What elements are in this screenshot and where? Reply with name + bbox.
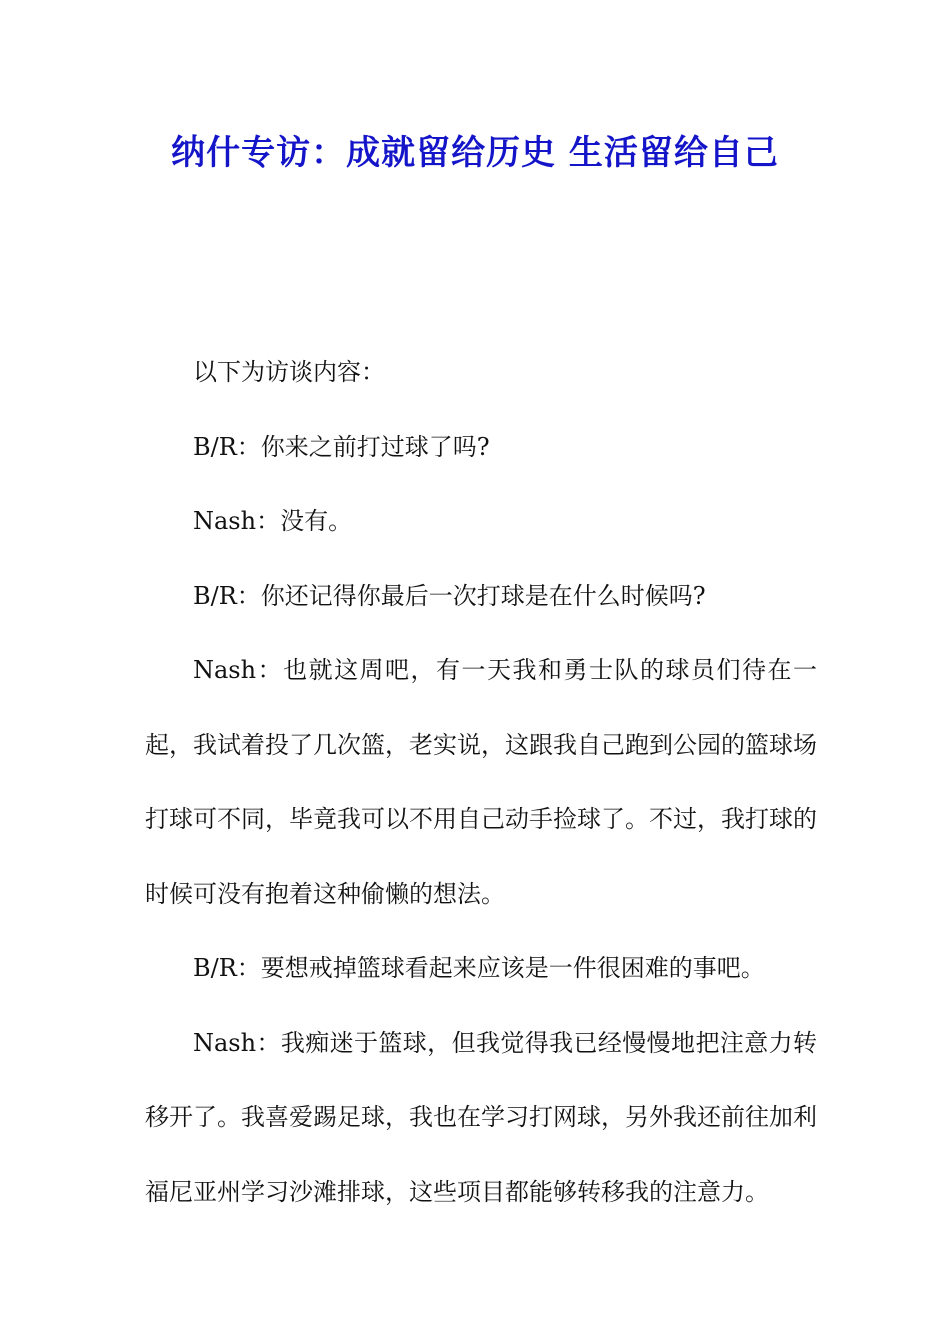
- interview-body: [145, 335, 817, 1229]
- paragraph-question: B/R：你还记得你最后一次打球是在什么时候吗?: [193, 581, 706, 610]
- paragraph-answer: Nash：也就这周吧，有一天我和勇士队的球员们待在一起，我试着投了几次篮，老实说，这跟我自己跑到公园的篮球场打球可不同，毕竟我可以不用自己动手捡球了。不过，我打球的时候可没有抱着这种偷懒的想法。: [145, 656, 817, 908]
- paragraph-intro: 以下为访谈内容：: [193, 358, 385, 386]
- paragraph-answer: Nash：我痴迷于篮球，但我觉得我已经慢慢地把注意力转移开了。我喜爱踢足球，我也在学习打网球，另外我还前往加利福尼亚州学习沙滩排球，这些项目都能够转移我的注意力。: [145, 1028, 817, 1206]
- paragraph-question: B/R：要想戒掉篮球看起来应该是一件很困难的事吧。: [193, 954, 765, 982]
- paragraph-answer: Nash：没有。: [193, 507, 353, 535]
- document-title: 纳什专访：成就留给历史 生活留给自己: [171, 133, 779, 173]
- paragraph-question: B/R：你来之前打过球了吗?: [193, 432, 490, 461]
